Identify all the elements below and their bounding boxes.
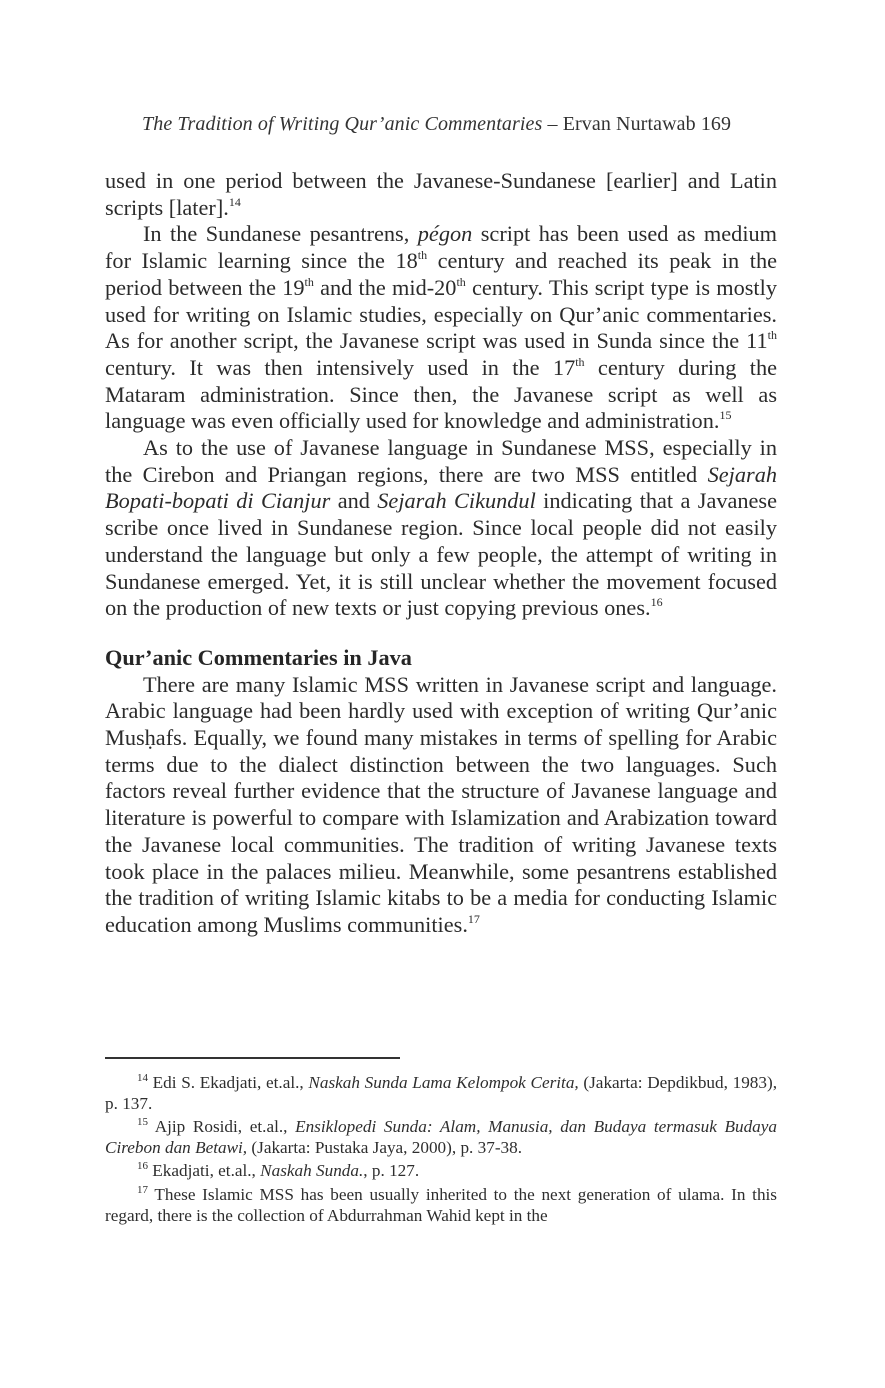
footnote-16 [105, 1161, 777, 1182]
footnote-number: 14 [137, 1072, 148, 1084]
paragraph-text: There are many Islamic MSS written in Javanese script and language. Arabic language had been hardly used with exception of writing Qur’anic Musḥafs. Equally, we found many mistakes in terms of spelling for Arabic terms due to the dialect distinction between the two languages. Such factors reveal further evidence that the structure of Javanese language and literature is powerful to compare with Islamization and Arabization toward the Javanese local communities. The tradition of writing Javanese texts took place in the palaces milieu. Meanwhile, some pesantrens established the tradition of writing Islamic kitabs to be a media for conducting Islamic education among Muslims communities. [105, 671, 777, 937]
body-text [105, 168, 777, 939]
paragraph-text: century and reached its peak in the period between the 19 [105, 248, 777, 300]
footnote-divider [105, 1057, 400, 1059]
ordinal-suffix: th [575, 354, 585, 369]
footnote-text: Ajip Rosidi, et.al., [148, 1117, 296, 1137]
header-separator: – [542, 113, 563, 135]
footnote-ref-14: 14 [228, 194, 241, 209]
footnote-number: 15 [137, 1116, 148, 1129]
footnote-17 [105, 1185, 777, 1226]
paragraph-text: century during the Mataram administration. Since then, the Javanese script as well as language was even officially used for knowledge and administration. [105, 354, 777, 434]
paragraph-text: In the Sundanese pesantrens, [143, 221, 418, 247]
paragraph-text: indicating that a Javanese scribe once lived in Sundanese region. Since local people did not easily understand the language but only a few people, the attempt of writing in Sundanese emerged. Yet, it is still unclear whether the movement focused on the production of new texts or just copying previous ones. [105, 488, 777, 621]
footnote-text: Edi S. Ekadjati, et.al., [148, 1073, 309, 1092]
manuscript-title: Sejarah Bopati-bopati di Cianjur [105, 461, 777, 514]
ordinal-suffix: th [304, 274, 314, 289]
paragraph-3 [105, 435, 777, 622]
paragraph-text: century. It was then intensively used in the 17 [105, 354, 576, 380]
paragraph-2 [105, 221, 777, 435]
footnote-title: Naskah Sunda Lama Kelompok Cerita, [308, 1073, 579, 1092]
page-number: 169 [700, 113, 732, 135]
ordinal-suffix: th [456, 274, 466, 289]
footnote-text: , p. 127. [363, 1161, 420, 1181]
ordinal-suffix: th [417, 248, 428, 263]
header-title: The Tradition of Writing Qur’anic Commentaries [142, 113, 543, 135]
paragraph-text: script has been used as medium for Islamic learning since the 18 [105, 221, 778, 274]
footnote-number: 16 [137, 1160, 148, 1173]
footnote-ref-15: 15 [719, 408, 732, 423]
paragraph-text: and the mid-20 [313, 274, 457, 300]
footnote-ref-16: 16 [650, 595, 663, 610]
paragraph-1 [105, 168, 777, 221]
section-heading: Qur’anic Commentaries in Java [105, 644, 412, 670]
footnote-ref-17: 17 [467, 911, 480, 926]
footnote-14 [105, 1073, 777, 1114]
ordinal-suffix: th [767, 328, 777, 343]
footnote-title: Naskah Sunda. [260, 1161, 364, 1181]
header-author: Ervan Nurtawab [562, 113, 696, 135]
footnote-text: (Jakarta: Pustaka Jaya, 2000), p. 37-38. [247, 1137, 523, 1157]
paragraph-text: used in one period between the Javanese-Sundanese [earlier] and Latin scripts [later]. [105, 168, 777, 220]
manuscript-title: Sejarah Cikundul [377, 488, 536, 514]
running-header [142, 113, 782, 136]
italic-term: pégon [417, 221, 473, 247]
footnote-text: These Islamic MSS has been usually inherited to the next generation of ulama. In this regard, there is the collection of Abdurrahman Wahid kept in the [105, 1184, 777, 1225]
paragraph-text: century. This script type is mostly used for writing on Islamic studies, especially on Qur’anic commentaries. As for another script, the Javanese script was used in Sunda since the 11 [105, 274, 777, 354]
footnotes [105, 1073, 777, 1229]
paragraph-4 [105, 672, 777, 939]
footnote-15 [105, 1117, 777, 1158]
footnote-title: Ensiklopedi Sunda: Alam, Manusia, dan Budaya termasuk Budaya Cirebon dan Betawi, [105, 1117, 777, 1157]
footnote-text: (Jakarta: Depdikbud, 1983), p. 137. [105, 1073, 777, 1113]
footnote-text: Ekadjati, et.al., [148, 1161, 261, 1181]
paragraph-text: and [330, 488, 378, 514]
footnote-number: 17 [137, 1183, 148, 1196]
paragraph-text: As to the use of Javanese language in Sundanese MSS, especially in the Cirebon and Priangan regions, there are two MSS entitled [105, 435, 777, 487]
